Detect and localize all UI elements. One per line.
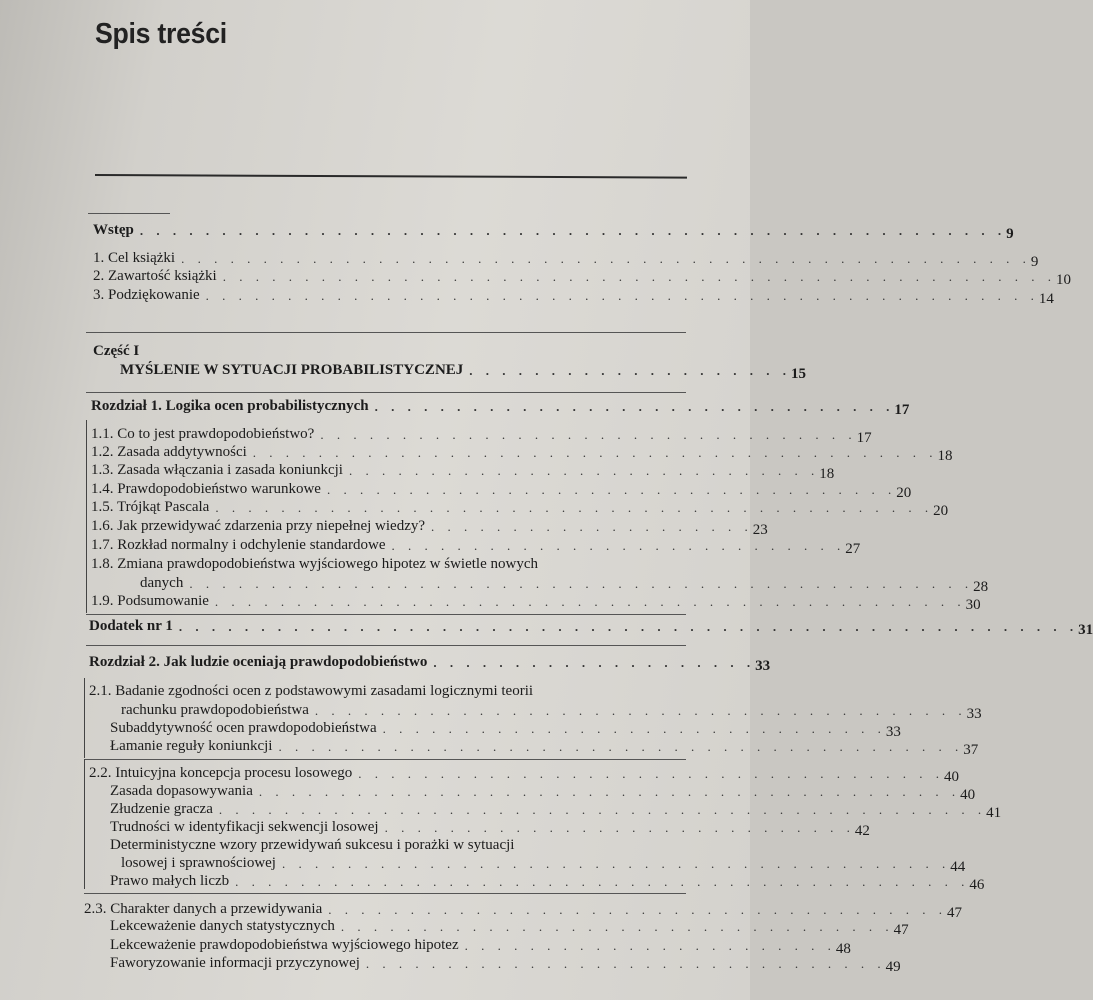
toc-entry[interactable]: rachunku prawdopodobieństwa . . . . . . . . . . . . . . . . . . . . . . . . . . . . . . . . . . . . . . . . 33 [121,702,982,722]
toc-entry[interactable]: 3. Podziękowanie . . . . . . . . . . . . . . . . . . . . . . . . . . . . . . . . . . . . . . . . . . . . . . . . . . . 14 [93,287,1054,307]
section-divider [86,614,686,615]
toc-entry[interactable]: Złudzenie gracza . . . . . . . . . . . . . . . . . . . . . . . . . . . . . . . . . . . . . . . . . . . . . . . 41 [110,801,1002,821]
toc-entry[interactable]: Trudności w identyfikacji sekwencji losowej . . . . . . . . . . . . . . . . . . . . . . . . . . . . . 42 [110,819,870,839]
section-divider [86,392,686,393]
toc-entry[interactable]: Lekceważenie prawdopodobieństwa wyjściowego hipotez . . . . . . . . . . . . . . . . . . . . . . . 48 [110,937,851,957]
toc-entry[interactable]: Prawo małych liczb . . . . . . . . . . . . . . . . . . . . . . . . . . . . . . . . . . . . . . . . . . . . . 46 [110,873,985,893]
toc-entry[interactable]: 1.4. Prawdopodobieństwo warunkowe . . . . . . . . . . . . . . . . . . . . . . . . . . . . . . . . . . . 20 [91,481,912,501]
toc-entry[interactable]: 1.5. Trójkąt Pascala . . . . . . . . . . . . . . . . . . . . . . . . . . . . . . . . . . . . . . . . . . . . 20 [91,499,949,519]
page-title: Spis treści [95,18,227,50]
toc-entry-chapter2[interactable]: Rozdział 2. Jak ludzie oceniają prawdopodobieństwo . . . . . . . . . . . . . . . . . . . . 33 [89,654,771,674]
toc-entry-line: 1.8. Zmiana prawdopodobieństwa wyjściowego hipotez w świetle nowych [91,556,538,572]
toc-entry[interactable]: 1.9. Podsumowanie . . . . . . . . . . . . . . . . . . . . . . . . . . . . . . . . . . . . . . . . . . . . . . 30 [91,593,981,613]
title-rule [95,174,687,179]
toc-entry-line: Deterministyczne wzory przewidywań sukcesu i porażki w sytuacji [110,837,515,853]
section-bar [84,678,85,758]
section-divider [88,213,170,214]
section-divider [84,893,686,894]
toc-entry[interactable]: 2.2. Intuicyjna koncepcja procesu losowego . . . . . . . . . . . . . . . . . . . . . . . . . . . . . . . . . . . . 40 [89,765,960,785]
toc-entry[interactable]: losowej i sprawnościowej . . . . . . . . . . . . . . . . . . . . . . . . . . . . . . . . . . . . . . . . . 44 [121,855,966,875]
toc-entry-appendix1[interactable]: Dodatek nr 1 . . . . . . . . . . . . . . . . . . . . . . . . . . . . . . . . . . . . . . . . . . . . . . . . . . . . . . . 31 [89,618,1093,638]
toc-entry[interactable]: Lekceważenie danych statystycznych . . . . . . . . . . . . . . . . . . . . . . . . . . . . . . . . . . 47 [110,918,909,938]
section-bar [84,759,85,889]
toc-entry[interactable]: 1.2. Zasada addytywności . . . . . . . . . . . . . . . . . . . . . . . . . . . . . . . . . . . . . . . . . . 18 [91,444,953,464]
toc-entry[interactable]: Łamanie reguły koniunkcji . . . . . . . . . . . . . . . . . . . . . . . . . . . . . . . . . . . . . . . . . . 37 [110,738,979,758]
toc-entry[interactable]: 1.6. Jak przewidywać zdarzenia przy niepełnej wiedzy? . . . . . . . . . . . . . . . . . . . . 23 [91,518,768,538]
toc-entry[interactable]: Subaddytywność ocen prawdopodobieństwa . . . . . . . . . . . . . . . . . . . . . . . . . . . . . . . 33 [110,720,901,740]
toc-entry[interactable]: 1.7. Rozkład normalny i odchylenie standardowe . . . . . . . . . . . . . . . . . . . . . . . . . . . . 27 [91,537,861,557]
section-divider [84,759,686,760]
toc-entry[interactable]: 1.1. Co to jest prawdopodobieństwo? . . . . . . . . . . . . . . . . . . . . . . . . . . . . . . . . . 17 [91,426,872,446]
toc-entry[interactable]: 1.3. Zasada włączania i zasada koniunkcji . . . . . . . . . . . . . . . . . . . . . . . . . . . . . 18 [91,462,835,482]
part-label: Część I [93,343,140,359]
toc-entry-part1[interactable]: MYŚLENIE W SYTUACJI PROBABILISTYCZNEJ . . . . . . . . . . . . . . . . . . . . 15 [120,362,807,382]
toc-entry-intro[interactable]: Wstęp . . . . . . . . . . . . . . . . . . . . . . . . . . . . . . . . . . . . . . . . . . . . . . . . . . . . . 9 [93,222,1014,242]
toc-entry[interactable]: 2.3. Charakter danych a przewidywania . . . . . . . . . . . . . . . . . . . . . . . . . . . . . . . . . . . . . . 47 [84,901,962,921]
toc-entry[interactable]: 1. Cel książki . . . . . . . . . . . . . . . . . . . . . . . . . . . . . . . . . . . . . . . . . . . . . . . . . . . . 9 [93,250,1039,270]
toc-entry[interactable]: Zasada dopasowywania . . . . . . . . . . . . . . . . . . . . . . . . . . . . . . . . . . . . . . . . . . . 40 [110,783,976,803]
section-bar [86,420,87,613]
toc-entry-chapter1[interactable]: Rozdział 1. Logika ocen probabilistycznych . . . . . . . . . . . . . . . . . . . . . . . . . . . . . . . . 17 [91,398,910,418]
section-divider [86,645,686,646]
toc-entry[interactable]: danych . . . . . . . . . . . . . . . . . . . . . . . . . . . . . . . . . . . . . . . . . . . . . . . . 28 [140,575,989,595]
toc-entry[interactable]: 2. Zawartość książki . . . . . . . . . . . . . . . . . . . . . . . . . . . . . . . . . . . . . . . . . . . . . . . . . . . 10 [93,268,1071,288]
section-divider [86,332,686,333]
toc-entry-line: 2.1. Badanie zgodności ocen z podstawowymi zasadami logicznymi teorii [89,683,534,699]
toc-entry[interactable]: Faworyzowanie informacji przyczynowej . . . . . . . . . . . . . . . . . . . . . . . . . . . . . . . . 49 [110,955,901,975]
